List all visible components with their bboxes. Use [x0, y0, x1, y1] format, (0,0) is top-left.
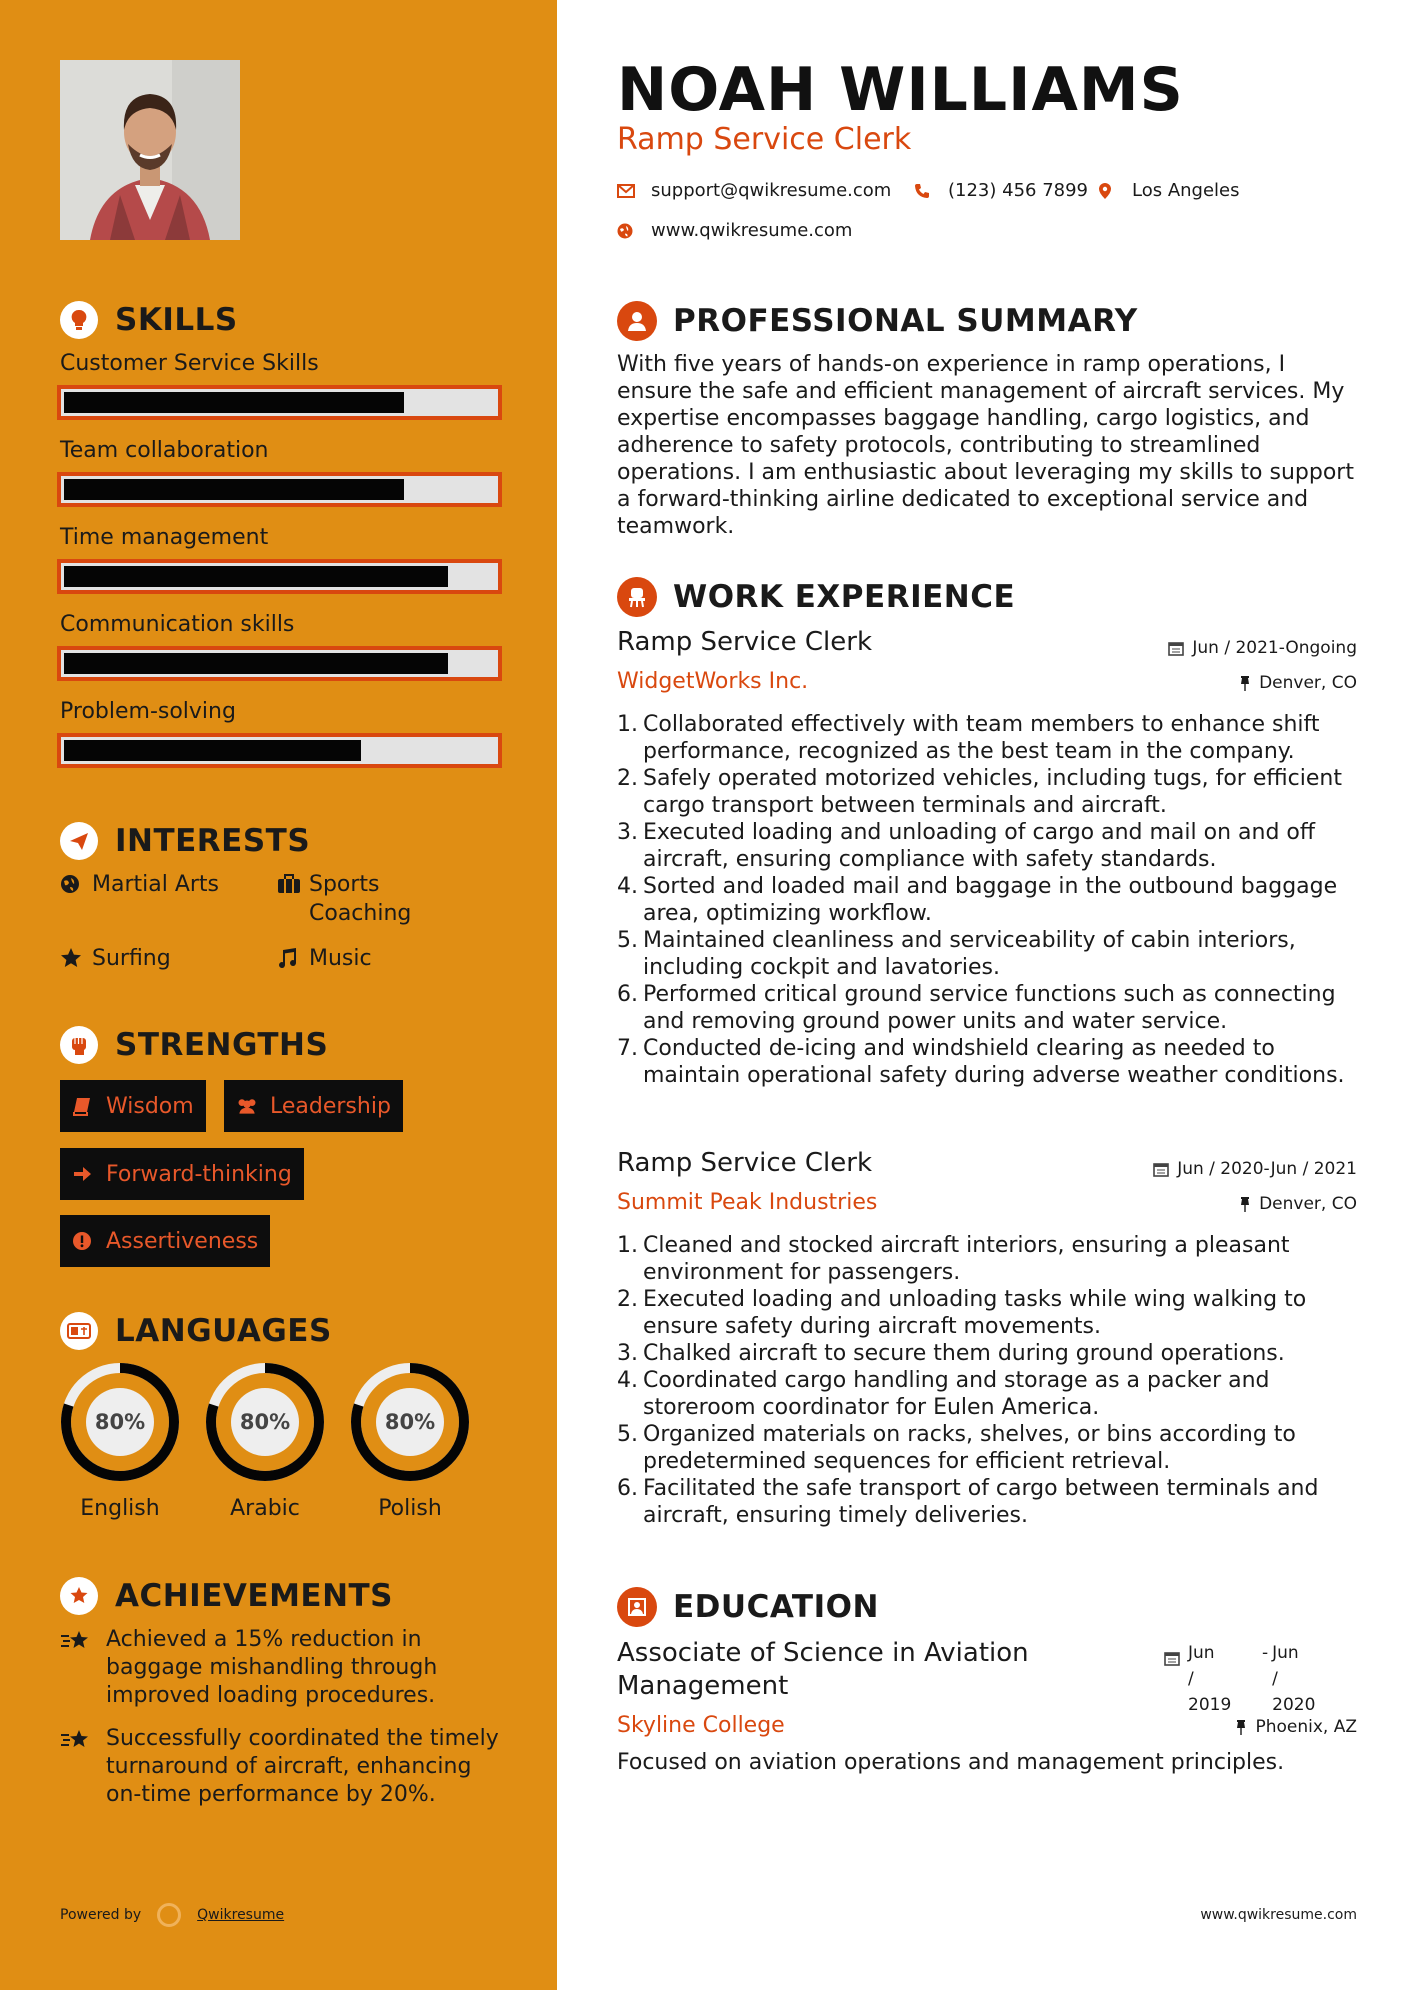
duties-list: [617, 711, 1362, 1089]
arrow-right-icon: [72, 1164, 94, 1184]
footer-url[interactable]: www.qwikresume.com: [1200, 1907, 1357, 1923]
calendar-icon: [1153, 1161, 1169, 1177]
education-location: Phoenix, AZ: [1235, 1717, 1357, 1737]
powered-by: Powered by Qwikresume: [60, 1903, 284, 1927]
summary-heading: PROFESSIONAL SUMMARY: [617, 301, 1138, 341]
list-item: 6. Performed critical ground service functions such as connecting and removing ground power units and water service.: [617, 982, 1336, 1034]
skill-label: Team collaboration: [60, 438, 269, 463]
job-location: Denver, CO: [1239, 673, 1357, 693]
list-item: 1. Cleaned and stocked aircraft interiors, ensuring a pleasant environment for passengers.: [617, 1233, 1290, 1285]
shooting-star-icon: [60, 1727, 94, 1809]
skill-label: Communication skills: [60, 612, 295, 637]
achievement-item: Successfully coordinated the timely turnaround of aircraft, enhancing on-time performance by 20%.: [60, 1725, 500, 1809]
star-icon: [60, 947, 82, 977]
company-name: Summit Peak Industries: [617, 1190, 878, 1215]
interest-item: Sports Coaching: [277, 870, 447, 928]
strength-tag: Wisdom: [60, 1080, 206, 1132]
language-item: [350, 1362, 470, 1521]
lightbulb-icon: [60, 301, 98, 339]
users-icon: [236, 1096, 258, 1116]
skill-bar: [57, 385, 502, 420]
qwikresume-logo-icon: [157, 1903, 181, 1927]
skills-heading: SKILLS: [60, 301, 238, 339]
language-percent: 80%: [384, 1410, 436, 1434]
envelope-icon: [617, 184, 635, 198]
school-name: Skyline College: [617, 1713, 785, 1738]
list-item: 1. Collaborated effectively with team members to enhance shift performance, recognized as the best team in the company.: [617, 712, 1320, 764]
calendar-icon: [1164, 1648, 1180, 1718]
education-heading: EDUCATION: [617, 1587, 879, 1627]
person-portrait-icon: [60, 60, 240, 240]
strength-tag: Assertiveness: [60, 1215, 270, 1267]
list-item: 6. Facilitated the safe transport of cargo between terminals and aircraft, ensuring timely deliveries.: [617, 1476, 1319, 1528]
calendar-icon: [1168, 640, 1184, 656]
achievement-item: Achieved a 15% reduction in baggage mishandling through improved loading procedures.: [60, 1626, 500, 1710]
candidate-name: NOAH WILLIAMS: [617, 55, 1184, 125]
fist-icon: [60, 1026, 98, 1064]
job-location: Denver, CO: [1239, 1194, 1357, 1214]
language-name: Arabic: [230, 1496, 300, 1521]
briefcase-icon: [277, 873, 299, 902]
pushpin-icon: [1239, 1196, 1251, 1212]
strength-tag: Leadership: [224, 1080, 403, 1132]
pushpin-icon: [1239, 675, 1251, 691]
phone-icon: [914, 183, 932, 199]
sidebar: [0, 0, 557, 1990]
exclamation-icon: [72, 1231, 94, 1251]
list-item: 7. Conducted de-icing and windshield clearing as needed to maintain operational safety during adverse weather conditions.: [617, 1036, 1345, 1088]
qwikresume-link[interactable]: Qwikresume: [197, 1907, 285, 1923]
interests-heading: INTERESTS: [60, 822, 310, 860]
list-item: 2. Safely operated motorized vehicles, including tugs, for efficient cargo transport between terminals and aircraft.: [617, 766, 1342, 818]
music-icon: [277, 947, 299, 977]
list-item: 3. Chalked aircraft to secure them during ground operations.: [617, 1341, 1285, 1366]
award-star-icon: [60, 1577, 98, 1615]
job-dates: Jun / 2021-Ongoing: [1168, 638, 1357, 658]
job-title: Ramp Service Clerk: [617, 627, 872, 657]
language-percent: 80%: [94, 1410, 146, 1434]
strength-tag: Forward-thinking: [60, 1148, 304, 1200]
list-item: 4. Sorted and loaded mail and baggage in the outbound baggage area, optimizing workflow.: [617, 874, 1338, 926]
languages-heading: LANGUAGES: [60, 1312, 332, 1350]
map-pin-icon: [1098, 182, 1116, 200]
list-item: 5. Maintained cleanliness and serviceability of cabin interiors, including cockpit and lavatories.: [617, 928, 1296, 980]
contact-email[interactable]: support@qwikresume.com: [617, 180, 891, 201]
skill-label: Time management: [60, 525, 269, 550]
education-end: Jun / 2020: [1272, 1643, 1316, 1715]
company-name: WidgetWorks Inc.: [617, 669, 809, 694]
skill-label: Problem-solving: [60, 699, 236, 724]
experience-heading: WORK EXPERIENCE: [617, 577, 1015, 617]
list-item: 4. Coordinated cargo handling and storage as a packer and storeroom coordinator for Eulen America.: [617, 1368, 1270, 1420]
contact-phone: (123) 456 7899: [914, 180, 1088, 201]
contact-location: Los Angeles: [1098, 180, 1240, 201]
skill-bar: [57, 733, 502, 768]
globe-icon: [617, 223, 635, 239]
job-dates: Jun / 2020-Jun / 2021: [1153, 1159, 1357, 1179]
education-description: Focused on aviation operations and management principles.: [617, 1750, 1285, 1775]
skill-bar: [57, 646, 502, 681]
profile-photo: [60, 60, 240, 240]
skill-bar: [57, 472, 502, 507]
strengths-heading: STRENGTHS: [60, 1026, 328, 1064]
user-icon: [617, 301, 657, 341]
skill-bar: [57, 559, 502, 594]
language-percent: 80%: [239, 1410, 291, 1434]
duties-list: [617, 1232, 1362, 1529]
candidate-title: Ramp Service Clerk: [617, 122, 912, 157]
interest-item: Martial Arts: [60, 870, 219, 902]
globe-icon: [60, 873, 82, 902]
skill-label: Customer Service Skills: [60, 351, 319, 376]
interest-item: Surfing: [60, 944, 171, 977]
graduate-icon: [617, 1587, 657, 1627]
education-start: Jun / 2019: [1188, 1643, 1232, 1715]
summary-text: With five years of hands-on experience in ramp operations, I ensure the safe and efficient management of aircraft services. My expertise encompasses baggage handling, cargo logistics, and adherence to safety protocols, contributing to streamlined operations. I am enthusiastic about leveraging my skills to support a forward-thinking airline dedicated to exceptional service and teamwork.: [617, 352, 1354, 539]
chair-icon: [617, 577, 657, 617]
education-dates: Jun / 2019 - Jun / 2020: [1164, 1640, 1332, 1718]
list-item: 3. Executed loading and unloading of cargo and mail on and off aircraft, ensuring compliance with safety standards.: [617, 820, 1316, 872]
contact-website[interactable]: www.qwikresume.com: [617, 220, 852, 241]
paper-plane-icon: [60, 822, 98, 860]
language-name: English: [80, 1496, 160, 1521]
job-title: Ramp Service Clerk: [617, 1148, 872, 1178]
list-item: 2. Executed loading and unloading tasks while wing walking to ensure safety during aircraft movements.: [617, 1287, 1307, 1339]
language-icon: [60, 1312, 98, 1350]
list-item: 5. Organized materials on racks, shelves, or bins according to predetermined sequences for efficient retrieval.: [617, 1422, 1296, 1474]
shooting-star-icon: [60, 1628, 94, 1710]
pushpin-icon: [1235, 1719, 1247, 1735]
book-icon: [72, 1096, 94, 1116]
achievements-heading: ACHIEVEMENTS: [60, 1577, 393, 1615]
language-item: [205, 1362, 325, 1521]
language-name: Polish: [378, 1496, 442, 1521]
degree-title: Associate of Science in Aviation Management: [617, 1638, 1029, 1701]
main-content: [557, 0, 1407, 1990]
interest-item: Music: [277, 944, 372, 977]
language-item: [60, 1362, 180, 1521]
